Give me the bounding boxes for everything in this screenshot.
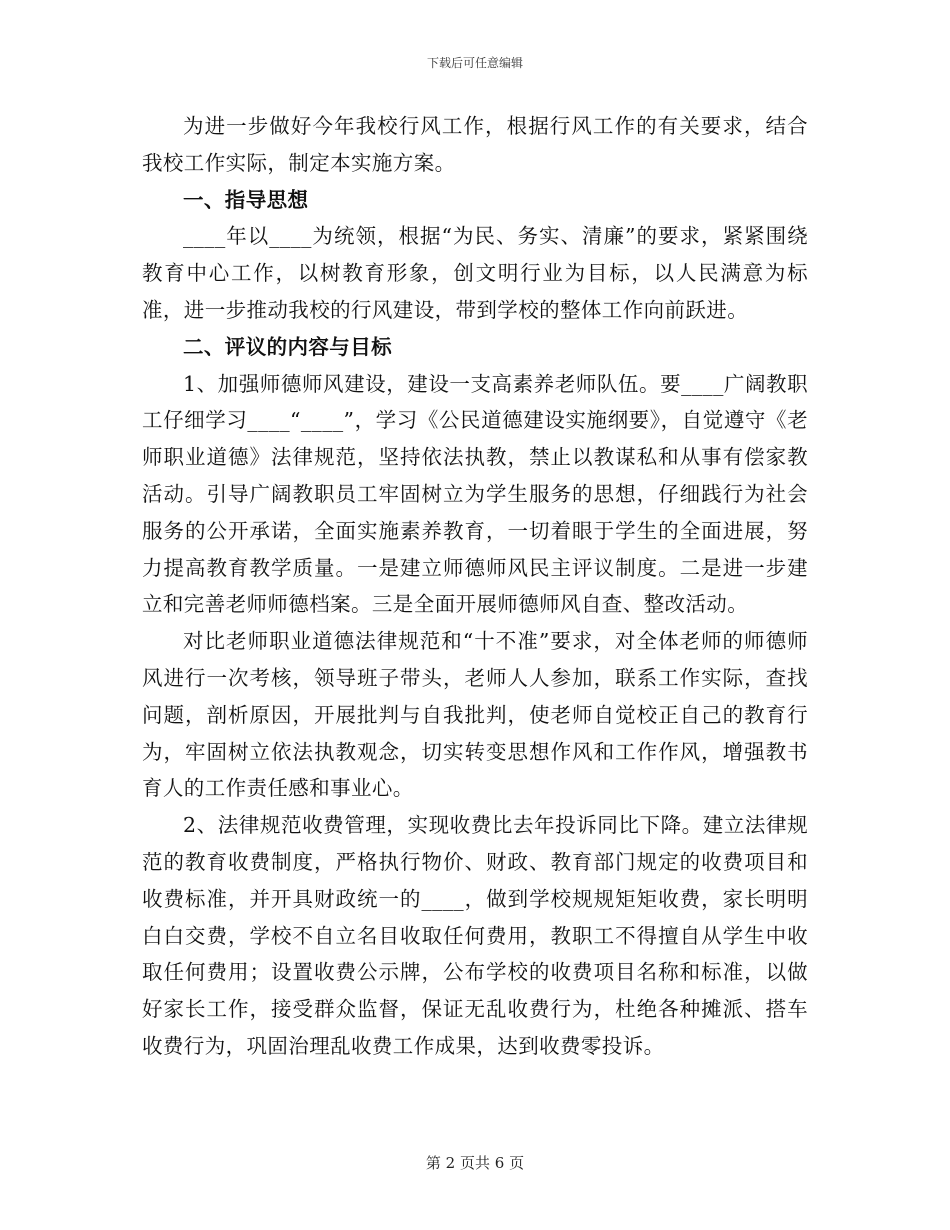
fee-management-paragraph: 2、法律规范收费管理，实现收费比去年投诉同比下降。建立法律规范的教育收费制度，严格执行物价、财政、教育部门规定的收费项目和收费标准，并开具财政统一的____，做到学校规规矩矩收费，家长明明白白交费，学校不自立名目收取任何费用，教职工不得擅自从学生中收取任何费用；设置收费公示牌，公布学校的收费项目名称和标准，以做好家长工作，接受群众监督，保证无乱收费行为，杜绝各种摊派、搭车收费行为，巩固治理乱收费工作成果，达到收费零投诉。 (142, 813, 808, 1058)
section-heading-evaluation: 二、评议的内容与目标 (183, 334, 392, 359)
guiding-thought-paragraph: ____年以____为统领，根据“为民、务实、清廉”的要求，紧紧围绕教育中心工作，以树教育形象，创文明行业为目标，以人民满意为标准，进一步推动我校的行风建设，带到学校的整体工作向前跃进。 (142, 224, 808, 322)
page-number: 第 2 页共 6 页 (425, 1154, 525, 1172)
teacher-ethics-paragraph: 1、加强师德师风建设，建设一支高素养老师队伍。要____广阔教职工仔细学习____“____”，学习《公民道德建设实施纲要》，自觉遵守《老师职业道德》法律规范，坚持依法执教，禁止以教谋私和从事有偿家教活动。引导广阔教职员工牢固树立为学生服务的思想，仔细践行为社会服务的公开承诺，全面实施素养教育，一切着眼于学生的全面进展，努力提高教育教学质量。一是建立师德师风民主评议制度。二是进一步建立和完善老师师德档案。三是全面开展师德师风自查、整改活动。 (142, 371, 808, 617)
intro-paragraph: 为进一步做好今年我校行风工作，根据行风工作的有关要求，结合我校工作实际，制定本实施方案。 (142, 114, 808, 175)
document-body (142, 108, 808, 1065)
assessment-paragraph: 对比老师职业道德法律规范和“十不准”要求，对全体老师的师德师风进行一次考核，领导班子带头，老师人人参加，联系工作实际，查找问题，剖析原因，开展批判与自我批判，使老师自觉校正自己的教育行为，牢固树立依法执教观念，切实转变思想作风和工作作风，增强教书育人的工作责任感和事业心。 (142, 629, 808, 801)
section-heading-guiding-thought: 一、指导思想 (183, 187, 309, 212)
header-note: 下载后可任意编辑 (426, 56, 523, 70)
